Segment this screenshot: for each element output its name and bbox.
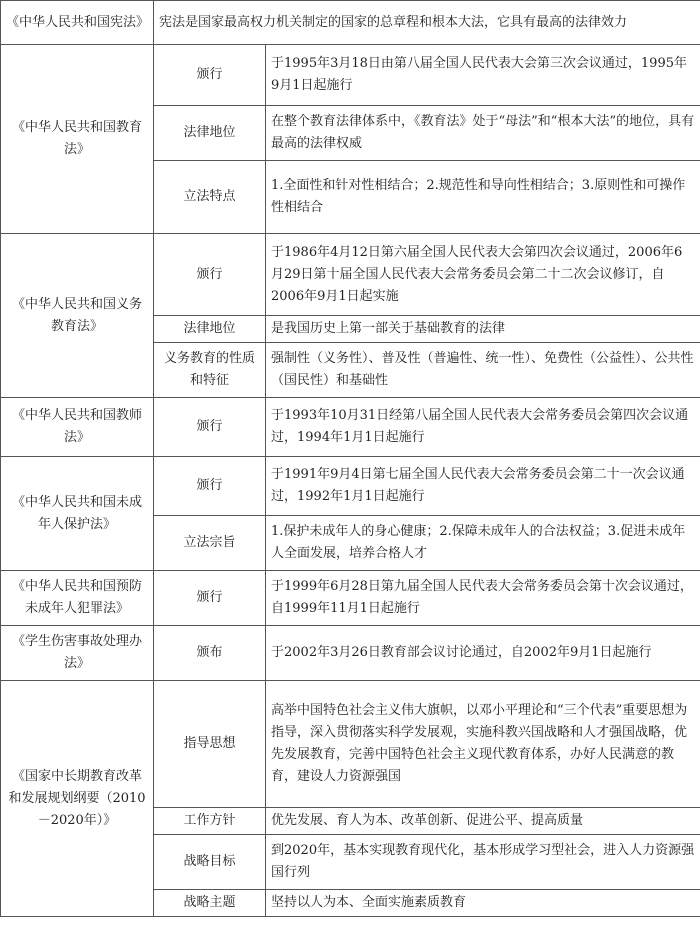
law-name-cell: [1, 457, 154, 571]
aspect-cell: [154, 398, 266, 457]
aspect-label: 法律地位: [183, 125, 236, 140]
aspect-label: 颁行: [196, 67, 223, 82]
content-cell: [266, 398, 700, 457]
aspect-cell: [154, 571, 266, 626]
content-cell: [266, 45, 700, 106]
aspect-label: 立法特点: [183, 189, 236, 204]
table-row: [1, 626, 700, 681]
law-name-cell: [1, 234, 154, 398]
aspect-label: 义务教育的性质和特征: [163, 351, 255, 388]
table-row: [1, 571, 700, 626]
content-cell: [266, 626, 700, 681]
table-row: [1, 234, 700, 316]
table-row: [1, 45, 700, 106]
content-text: 优先发展、育人为本、改革创新、促进公平、提高质量: [271, 813, 584, 828]
content-cell: [266, 316, 700, 343]
content-text: 于1995年3月18日由第八届全国人民代表大会第三次会议通过，1995年9月1日起施行: [271, 56, 687, 93]
aspect-cell: [154, 835, 266, 890]
aspect-label: 颁行: [196, 590, 223, 605]
aspect-cell: [154, 106, 266, 161]
law-name: 《中华人民共和国义务教育法》: [11, 296, 142, 334]
content-text: 于1991年9月4日第七届全国人民代表大会常务委员会第二十一次会议通过，1992年1月1日起施行: [271, 467, 685, 504]
law-name: 《国家中长期教育改革和发展规划纲要（2010－2020年）》: [8, 768, 146, 828]
aspect-label: 颁行: [196, 478, 223, 493]
aspect-cell: [154, 681, 266, 808]
content-cell: [266, 161, 700, 234]
law-name: 《学生伤害事故处理办法》: [11, 634, 142, 671]
law-name-cell: [1, 45, 154, 234]
content-cell: [266, 106, 700, 161]
content-cell: [266, 234, 700, 316]
aspect-label: 指导思想: [183, 736, 236, 751]
content-cell: [266, 890, 700, 917]
aspect-label: 颁布: [196, 645, 223, 660]
aspect-label: 战略目标: [183, 854, 236, 869]
aspect-cell: [154, 161, 266, 234]
aspect-label: 立法宗旨: [183, 535, 236, 550]
aspect-cell: [154, 808, 266, 835]
aspect-label: 战略主题: [183, 895, 236, 910]
content-text: 高举中国特色社会主义伟大旗帜，以邓小平理论和“三个代表”重要思想为指导，深入贯彻落实科学发展观，实施科教兴国战略和人才强国战略，优先发展教育，完善中国特色社会主义现代教育体系，办好人民满意的教育，建设人力资源强国: [271, 703, 688, 784]
aspect-cell: [154, 890, 266, 917]
content-text: 于1986年4月12日第六届全国人民代表大会第四次会议通过，2006年6月29日第十届全国人民代表大会常务委员会第二十二次会议修订，自2006年9月1日起实施: [271, 244, 683, 304]
constitution-description: 宪法是国家最高权力机关制定的国家的总章程和根本大法，它具有最高的法律效力: [159, 14, 628, 30]
content-text: 于1999年6月28日第九届全国人民代表大会常务委员会第十次会议通过，自1999年11月1日起施行: [271, 579, 693, 616]
constitution-description-cell: [154, 1, 700, 45]
content-cell: [266, 343, 700, 398]
table-row: [1, 681, 700, 808]
content-text: 在整个教育法律体系中，《教育法》处于“母法”和“根本大法”的地位，具有最高的法律权威: [271, 114, 695, 151]
aspect-label: 法律地位: [183, 321, 236, 336]
content-cell: [266, 571, 700, 626]
content-text: 于1993年10月31日经第八届全国人民代表大会常务委员会第四次会议通过，1994年1月1日起施行: [271, 408, 689, 445]
content-text: 是我国历史上第一部关于基础教育的法律: [271, 321, 506, 336]
aspect-label: 颁行: [196, 266, 223, 282]
law-name-cell: [1, 1, 154, 45]
aspect-cell: [154, 45, 266, 106]
aspect-cell: [154, 457, 266, 516]
content-cell: [266, 681, 700, 808]
law-name-cell: [1, 398, 154, 457]
aspect-cell: [154, 234, 266, 316]
content-text: 于2002年3月26日教育部会议讨论通过，自2002年9月1日起施行: [271, 645, 652, 660]
aspect-cell: [154, 316, 266, 343]
law-name-cell: [1, 681, 154, 917]
content-text: 坚持以人为本、全面实施素质教育: [271, 895, 467, 910]
content-cell: [266, 457, 700, 516]
content-text: 1.全面性和针对性相结合；2.规范性和导向性相结合；3.原则性和可操作性相结合: [271, 178, 686, 215]
aspect-cell: [154, 343, 266, 398]
aspect-cell: [154, 626, 266, 681]
aspect-cell: [154, 516, 266, 571]
law-name: 《中华人民共和国预防未成年人犯罪法》: [11, 579, 142, 616]
content-text: 1.保护未成年人的身心健康；2.保障未成年人的合法权益；3.促进未成年人全面发展，培养合格人才: [271, 524, 686, 561]
content-cell: [266, 835, 700, 890]
table-row: [1, 457, 700, 516]
aspect-label: 颁行: [196, 419, 223, 434]
content-text: 到2020年，基本实现教育现代化，基本形成学习型社会，进入人力资源强国行列: [271, 843, 695, 880]
law-name: 《中华人民共和国教育法》: [11, 120, 142, 157]
content-text: 强制性（义务性）、普及性（普遍性、统一性）、免费性（公益性）、公共性（国民性）和基础性: [271, 351, 694, 388]
law-name-cell: [1, 626, 154, 681]
table-row: [1, 1, 700, 45]
law-name: 《中华人民共和国教师法》: [11, 408, 142, 445]
law-name-cell: [1, 571, 154, 626]
law-name: 《中华人民共和国宪法》: [6, 14, 150, 30]
content-cell: [266, 516, 700, 571]
aspect-label: 工作方针: [183, 813, 236, 828]
content-cell: [266, 808, 700, 835]
table-row: [1, 398, 700, 457]
law-name: 《中华人民共和国未成年人保护法》: [11, 494, 142, 532]
